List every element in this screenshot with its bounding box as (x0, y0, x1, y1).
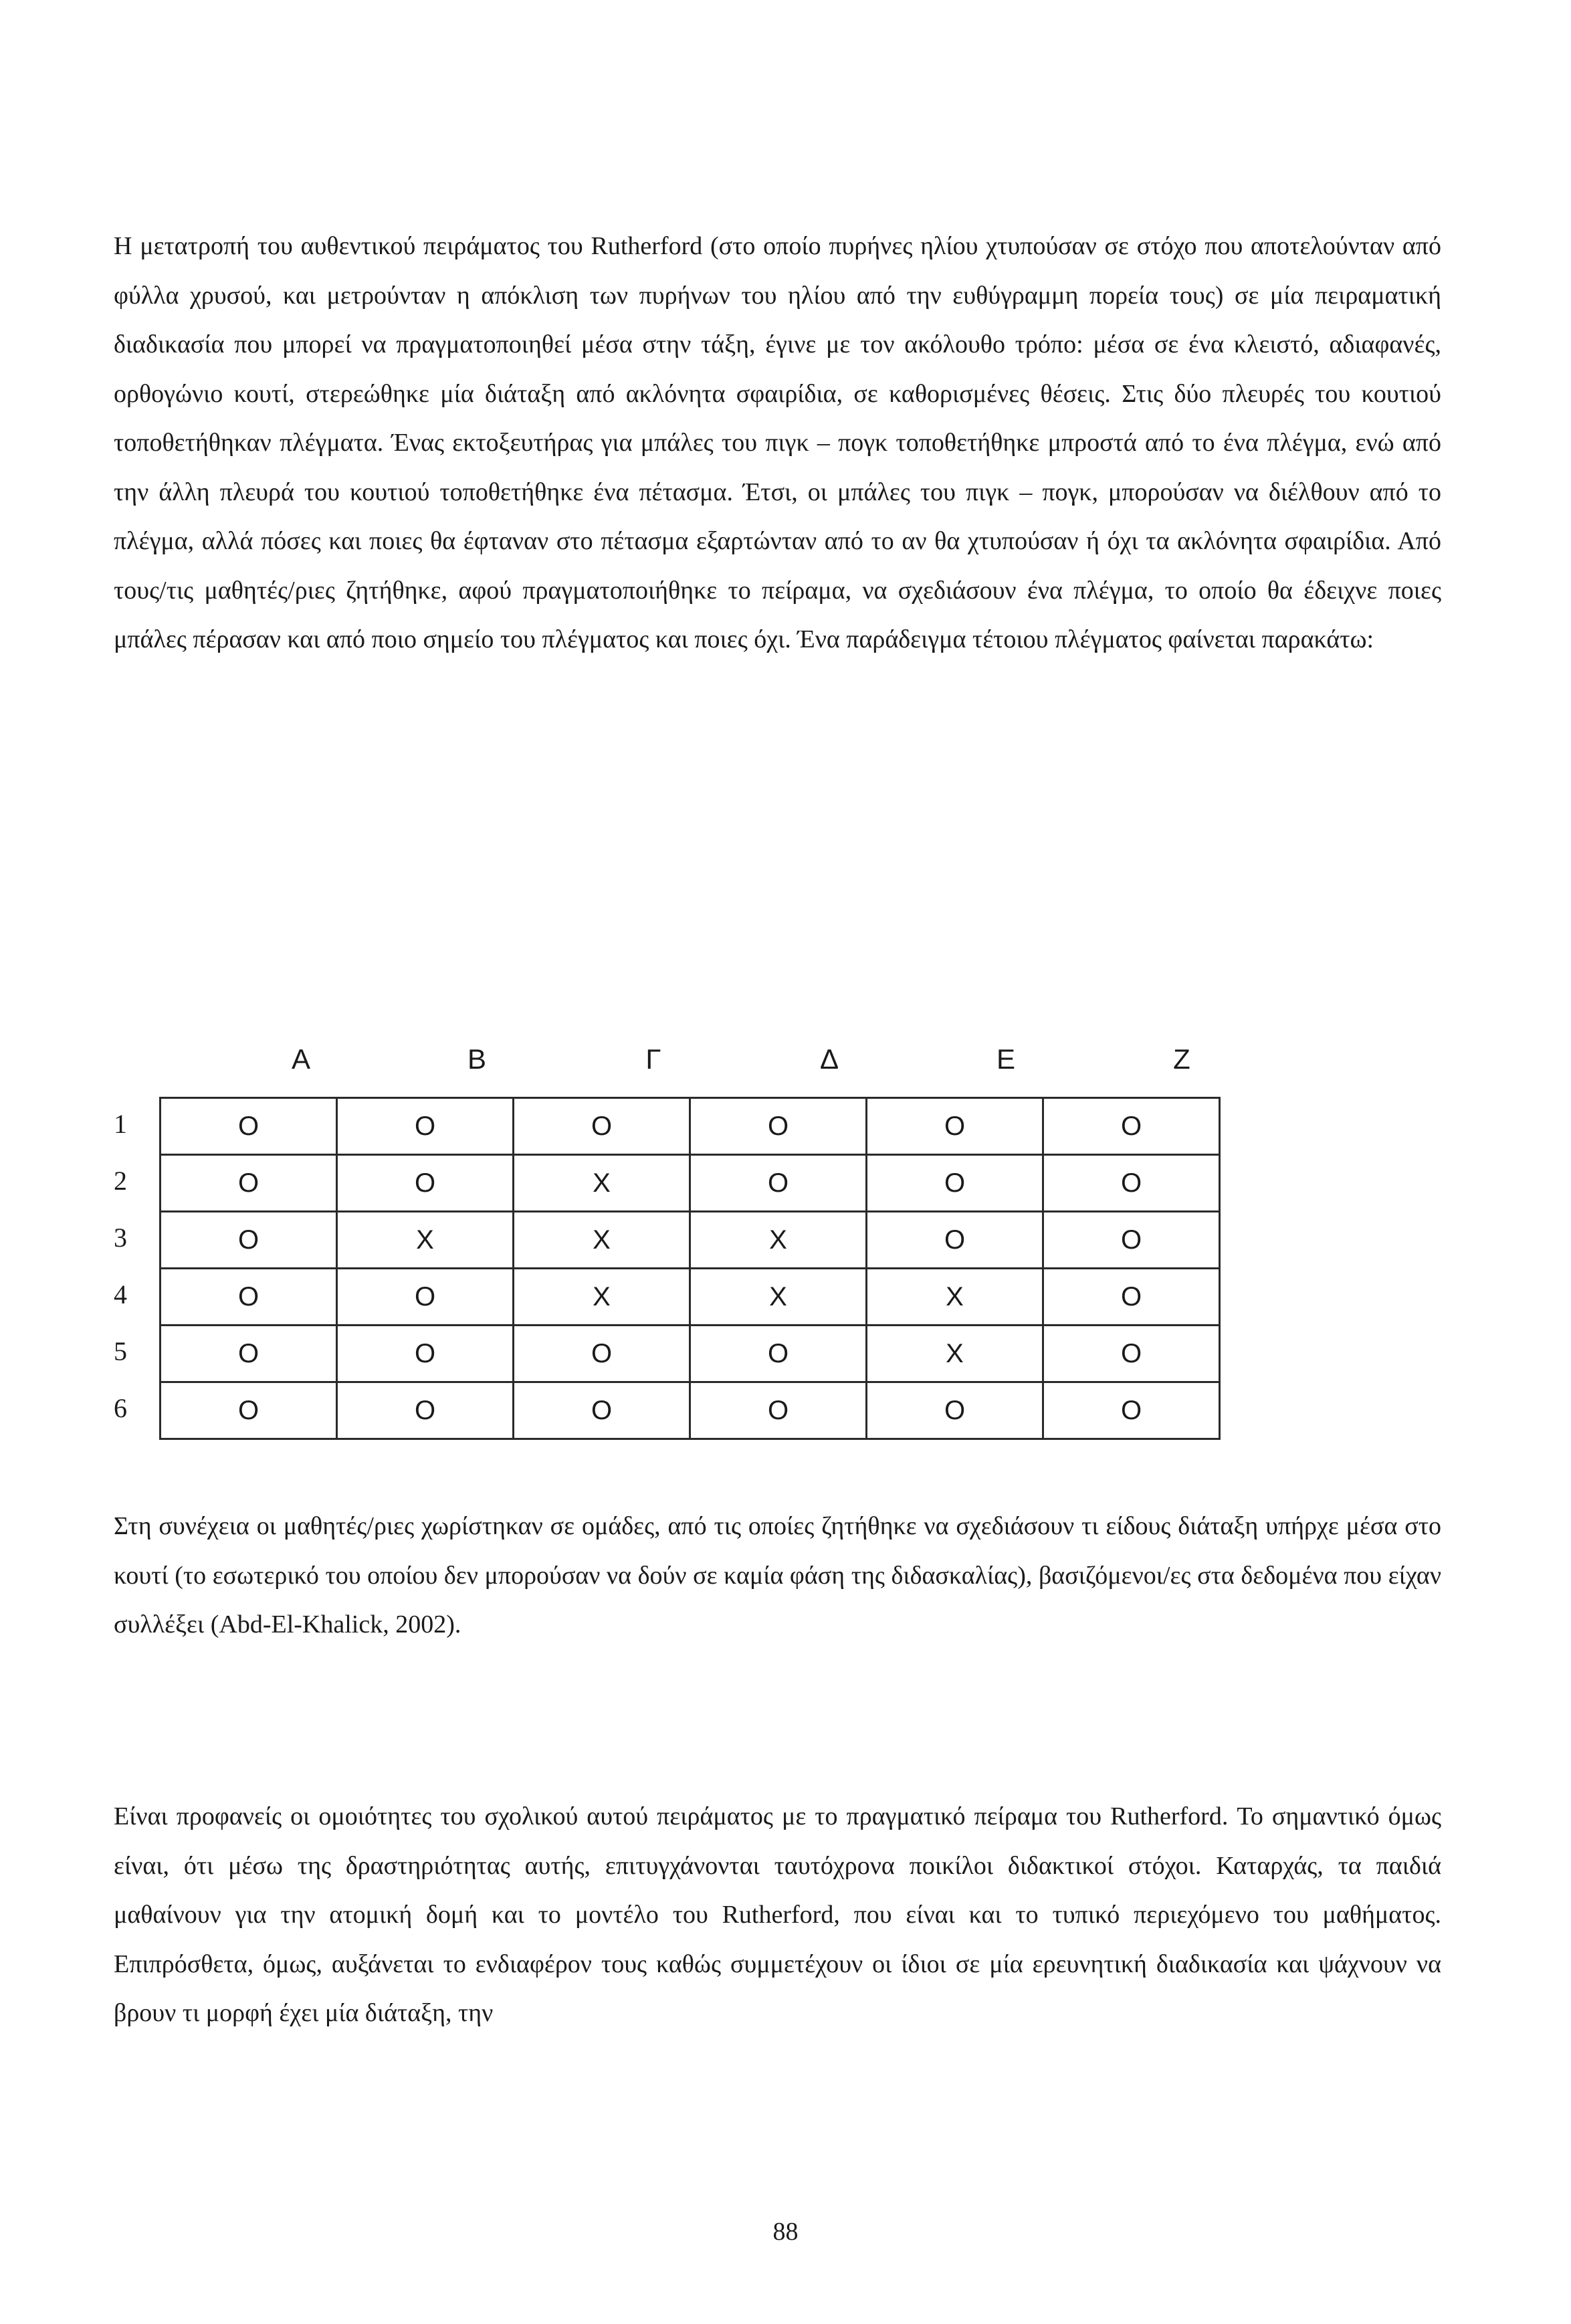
grid-cell: X (514, 1269, 690, 1326)
grid-cell: O (514, 1326, 690, 1382)
grid-cell: O (1043, 1269, 1220, 1326)
grid-cell: O (690, 1098, 867, 1155)
grid-cell: O (1043, 1382, 1220, 1439)
grid-cell: X (337, 1212, 514, 1269)
grid-column-header: Ζ (1173, 1043, 1190, 1075)
grid-cell: X (690, 1212, 867, 1269)
grid-row-label: 1 (114, 1109, 127, 1139)
grid-cell: X (690, 1269, 867, 1326)
grid-row-label: 3 (114, 1223, 127, 1253)
grid-cell: O (867, 1155, 1043, 1212)
grid-cell: O (1043, 1155, 1220, 1212)
table-row (161, 1382, 1220, 1439)
grid-cell: O (867, 1098, 1043, 1155)
grid-cell: O (867, 1382, 1043, 1439)
grid-column-header: Γ (645, 1043, 661, 1075)
grid-row-label: 2 (114, 1166, 127, 1196)
grid-cell: O (337, 1326, 514, 1382)
table-row (161, 1212, 1220, 1269)
grid-cell: O (514, 1382, 690, 1439)
grid-cell: O (867, 1212, 1043, 1269)
grid-cell: O (161, 1098, 337, 1155)
grid-cell: X (514, 1212, 690, 1269)
table-row (161, 1326, 1220, 1382)
grid-column-header: Ε (996, 1043, 1015, 1075)
table-row (161, 1098, 1220, 1155)
paragraph-similarities: Είναι προφανείς οι ομοιότητες του σχολικού αυτού πειράματος με το πραγματικό πείραμα του Rutherford. Το σημαντικό όμως είναι, ότι μέσω της δραστηριότητας αυτής, επιτυγχάνονται ταυτόχρονα ποικίλοι διδακτικοί στόχοι. Καταρχάς, τα παιδιά μαθαίνουν για την ατομική δομή και το μοντέλο του Rutherford, που είναι και το τυπικό περιεχόμενο του μαθήματος. Επιπρόσθετα, όμως, αυξάνεται το ενδιαφέρον τους καθώς συμμετέχουν οι ίδιοι σε μία ερευνητική διαδικασία και ψάχνουν να βρουν τι μορφή έχει μία διάταξη, την (114, 1802, 1441, 2027)
grid-cell: O (337, 1269, 514, 1326)
grid-cell: O (337, 1382, 514, 1439)
grid-cell: O (337, 1098, 514, 1155)
grid-cell: O (1043, 1326, 1220, 1382)
grid-cell: X (867, 1326, 1043, 1382)
grid-cell: O (1043, 1212, 1220, 1269)
grid-cell: O (690, 1326, 867, 1382)
grid-cell: O (690, 1382, 867, 1439)
grid-column-header: Α (291, 1043, 310, 1075)
grid-cell: O (161, 1212, 337, 1269)
grid-cell: X (514, 1155, 690, 1212)
grid-cell: O (1043, 1098, 1220, 1155)
grid-example (114, 1030, 1351, 1465)
grid-cell: O (161, 1269, 337, 1326)
page-number: 88 (772, 2218, 799, 2246)
grid-row-label: 6 (114, 1393, 127, 1423)
grid-table (159, 1097, 1221, 1440)
grid-cell: O (337, 1155, 514, 1212)
grid-cell: O (690, 1155, 867, 1212)
grid-cell: O (161, 1155, 337, 1212)
paragraph-experiment-description: Η μετατροπή του αυθεντικού πειράματος του Rutherford (στο οποίο πυρήνες ηλίου χτυπούσαν σε στόχο που αποτελούνταν από φύλλα χρυσού, και μετρούνταν η απόκλιση των πυρήνων του ηλίου από την ευθύγραμμη πορεία τους) σε μία πειραματική διαδικασία που μπορεί να πραγματοποιηθεί μέσα στην τάξη, έγινε με τον ακόλουθο τρόπο: μέσα σε ένα κλειστό, αδιαφανές, ορθογώνιο κουτί, στερεώθηκε μία διάταξη από ακλόνητα σφαιρίδια, σε καθορισμένες θέσεις. Στις δύο πλευρές του κουτιού τοποθετήθηκαν πλέγματα. Ένας εκτοξευτήρας για μπάλες του πιγκ – πογκ τοποθετήθηκε μπροστά από το ένα πλέγμα, ενώ από την άλλη πλευρά του κουτιού τοποθετήθηκε ένα πέτασμα. Έτσι, οι μπάλες του πιγκ – πογκ, μπορούσαν να διέλθουν από το πλέγμα, αλλά πόσες και ποιες θα έφταναν στο πέτασμα εξαρτώνταν από το αν θα χτυπούσαν ή όχι τα ακλόνητα σφαιρίδια. Από τους/τις μαθητές/ριες ζητήθηκε, αφού πραγματοποιήθηκε το πείραμα, να σχεδιάσουν ένα πλέγμα, το οποίο θα έδειχνε ποιες μπάλες πέρασαν και από ποιο σημείο του πλέγματος και ποιες όχι. Ένα παράδειγμα τέτοιου πλέγματος φαίνεται παρακάτω: (114, 232, 1441, 653)
grid-cell: O (514, 1098, 690, 1155)
grid-cell: O (161, 1326, 337, 1382)
grid-row-label: 4 (114, 1279, 127, 1309)
paragraph-group-task: Στη συνέχεια οι μαθητές/ριες χωρίστηκαν σε ομάδες, από τις οποίες ζητήθηκε να σχεδιάσουν τι είδους διάταξη υπήρχε μέσα στο κουτί (το εσωτερικό του οποίου δεν μπορούσαν να δούν σε καμία φάση της διδασκαλίας), βασιζόμενοι/ες στα δεδομένα που είχαν συλλέξει (Abd-El-Khalick, 2002). (114, 1512, 1441, 1639)
grid-column-header: Δ (819, 1043, 839, 1075)
table-row (161, 1155, 1220, 1212)
grid-cell: O (161, 1382, 337, 1439)
table-row (161, 1269, 1220, 1326)
grid-row-label: 5 (114, 1336, 127, 1366)
grid-column-header: Β (467, 1043, 486, 1075)
grid-cell: X (867, 1269, 1043, 1326)
